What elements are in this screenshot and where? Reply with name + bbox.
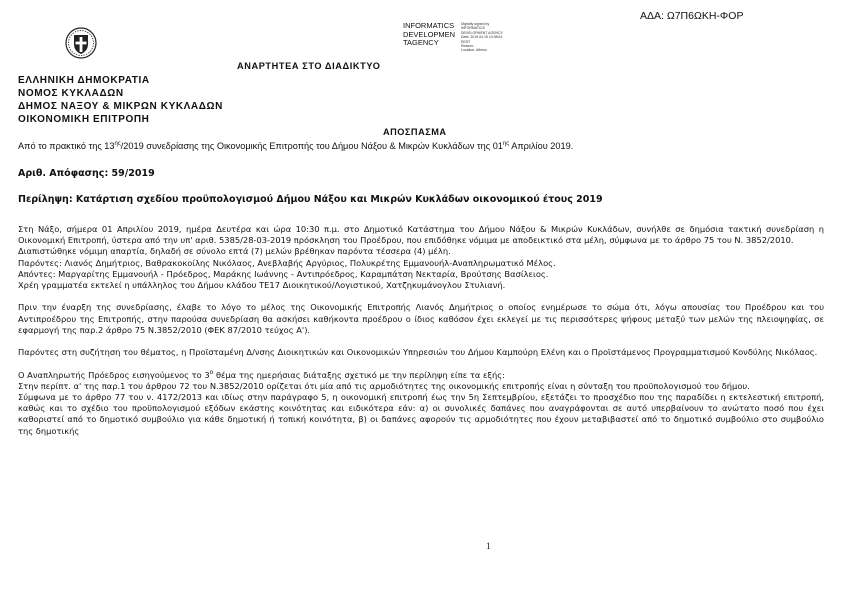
digital-signature-stamp <box>403 22 465 48</box>
issuer-line: ΕΛΛΗΝΙΚΗ ΔΗΜΟΚΡΑΤΙΑ <box>18 75 150 86</box>
stamp-line: DEVELOPMEN <box>403 29 456 39</box>
paragraph: Στην περίπτ. α' της παρ.1 του άρθρου 72 του Ν.3852/2010 ορίζεται ότι μία από τις αρμοδιότητες της οικονομικής επιτροπής είναι η σύνταξη του προϋπολογισμού του δήμου. <box>18 380 750 391</box>
issuer-line: ΟΙΚΟΝΟΜΙΚΗ ΕΠΙΤΡΟΠΗ <box>18 114 150 125</box>
signature-detail-line: EEST <box>461 39 471 44</box>
ordinal-suffix: ης <box>114 140 121 147</box>
paragraph: Διαπιστώθηκε νόμιμη απαρτία, δηλαδή σε σύνολο επτά (7) μελών βρέθηκαν παρόντα τέσσερα (4) μέλη. <box>18 246 451 257</box>
paragraph-text: θέμα της ημερήσιας διάταξης σχετικό με την περίληψη είπε τα εξής: <box>213 369 505 380</box>
paragraph: Χρέη γραμματέα εκτελεί η υπάλληλος του Δήμου κλάδου ΤΕ17 Διοικητικού/Λογιστικού, Χατζηκυμάνογλου Στυλιανή. <box>18 280 506 291</box>
issuer-block <box>18 74 223 126</box>
excerpt-title: ΑΠΟΣΠΑΣΜΑ <box>383 127 447 137</box>
ordinal-suffix: ης <box>502 140 510 147</box>
page-number: 1 <box>486 541 491 551</box>
paragraph: Πριν την έναρξη της συνεδρίασης, έλαβε το λόγο το μέλος της Οικονομικής Επιτροπής Λιανός Δημήτριος ο οποίος ενημέρωσε το σώμα ότι, λόγω απουσίας του Προέδρου και του Αντιπροέδρου της Επιτροπής, στην παρούσα συνεδρίαση θα ασκήσει καθήκοντα προέδρου ο ίδιος καθόσον έχει εκλεγεί με τις περισσότερες ψήφους μεταξύ των μελών της πλειοψηφίας, σε εφαρμογή της παρ.2 άρθρο 75 Ν.3852/2010 (ΦΕΚ 87/2010 τεύχος Α'). <box>18 302 824 335</box>
signature-detail-line: Digitally signed by <box>461 22 490 26</box>
paragraph: Στη Νάξο, σήμερα 01 Απριλίου 2019, ημέρα Δευτέρα και ώρα 10:30 π.μ. στο Δημοτικό Κατάστημα του Δήμου Νάξου & Μικρών Κυκλάδων, συνήλθε σε δημόσια τακτική συνεδρίαση η Οικονομική Επιτροπή, ύστερα από την υπ' αριθ. 5385/28-03-2019 πρόσκληση του Προέδρου, που επιδόθηκε νόμιμα με αποδεικτικό στα μέλη, σύμφωνα με το άρθρο 75 του Ν. 3852/2010. <box>18 224 824 246</box>
excerpt-text: /2019 συνεδρίασης της Οικονομικής Επιτροπής του Δήμου Νάξου & Μικρών Κυκλάδων της 01 <box>120 141 503 151</box>
paragraph: Απόντες: Μαργαρίτης Εμμανουήλ - Πρόεδρος, Μαράκης Ιωάννης - Αντιπρόεδρος, Καραμπάτση Νεκταρία, Βρούτσης Βασίλειος. <box>18 268 549 279</box>
signature-detail-line: DEVELOPMENT AGENCY <box>461 30 503 35</box>
online-posting-label: ΑΝΑΡΤΗΤΕΑ ΣΤΟ ΔΙΑΔΙΚΤΥΟ <box>237 61 381 71</box>
excerpt-text: Από το πρακτικό της 13 <box>18 141 115 151</box>
excerpt-text: Απριλίου 2019. <box>509 141 574 151</box>
paragraph: Παρόντες: Λιανός Δημήτριος, Βαθρακοκοίλης Νικόλαος, Ανεβλαβής Αργύριος, Πολυκρέτης Εμμανουήλ-Αναπληρωματικό Μέλος. <box>18 257 556 268</box>
excerpt-line <box>18 141 573 151</box>
issuer-line: ΝΟΜΟΣ ΚΥΚΛΑΔΩΝ <box>18 88 124 99</box>
signature-detail-line: INFORMATICS <box>461 26 485 31</box>
ada-code: ΑΔΑ: Ω7Π6ΩΚΗ-ΦΟΡ <box>640 10 744 22</box>
signature-detail-line: Reason: <box>461 44 475 49</box>
signature-detail-line: Location: Athens <box>461 48 487 53</box>
stamp-line: INFORMATICS <box>403 21 455 30</box>
decision-number: Αριθ. Απόφασης: 59/2019 <box>18 168 155 179</box>
issuer-line: ΔΗΜΟΣ ΝΑΞΟΥ & ΜΙΚΡΩΝ ΚΥΚΛΑΔΩΝ <box>18 101 223 112</box>
minutes-body <box>18 224 824 437</box>
paragraph-text: Ο Αναπληρωτής Πρόεδρος εισηγούμενος το 3 <box>18 369 210 380</box>
signature-detail-line: Date: 2019.04.15 14:08:51 <box>461 35 503 40</box>
stamp-line: TAGENCY <box>403 38 439 47</box>
decision-subject: Περίληψη: Κατάρτιση σχεδίου προϋπολογισμού Δήμου Νάξου και Μικρών Κυκλάδων οικονομικού έτους 2019 <box>18 194 603 205</box>
ordinal-suffix: ο <box>209 368 214 376</box>
greek-emblem-icon <box>64 26 98 60</box>
paragraph <box>18 370 824 381</box>
paragraph: Σύμφωνα με το άρθρο 77 του ν. 4172/2013 και ιδίως στην παράγραφο 5, η οικονομική επιτροπή έως την 5η Σεπτεμβρίου, εξετάζει το προσχέδιο που της παραδίδει η εκτελεστική επιτροπή, καθώς και το σχέδιο του προϋπολογισμού εξόδων εκάστης κοινότητας και ειδικότερα εάν: α) οι συνολικές δαπάνες που αναγράφονται σε αυτό υπερβαίνουν το ανώτατο ποσό που έχει καθοριστεί από το δημοτικό συμβούλιο για κάθε δημοτική ή τοπική κοινότητα, β) οι δαπάνες αφορούν τις αρμοδιότητες που έχουν μεταβιβαστεί από το δημοτικό συμβούλιο στο συμβούλιο της δημοτικής <box>18 392 824 436</box>
signature-details <box>461 22 521 53</box>
paragraph: Παρόντες στη συζήτηση του θέματος, η Προϊσταμένη Δ/νσης Διοικητικών και Οικονομικών Υπηρεσιών του Δήμου Καμπούρη Ελένη και ο Προϊστάμενος Προγραμματισμού Κονδύλης Νικόλαος. <box>18 347 818 358</box>
